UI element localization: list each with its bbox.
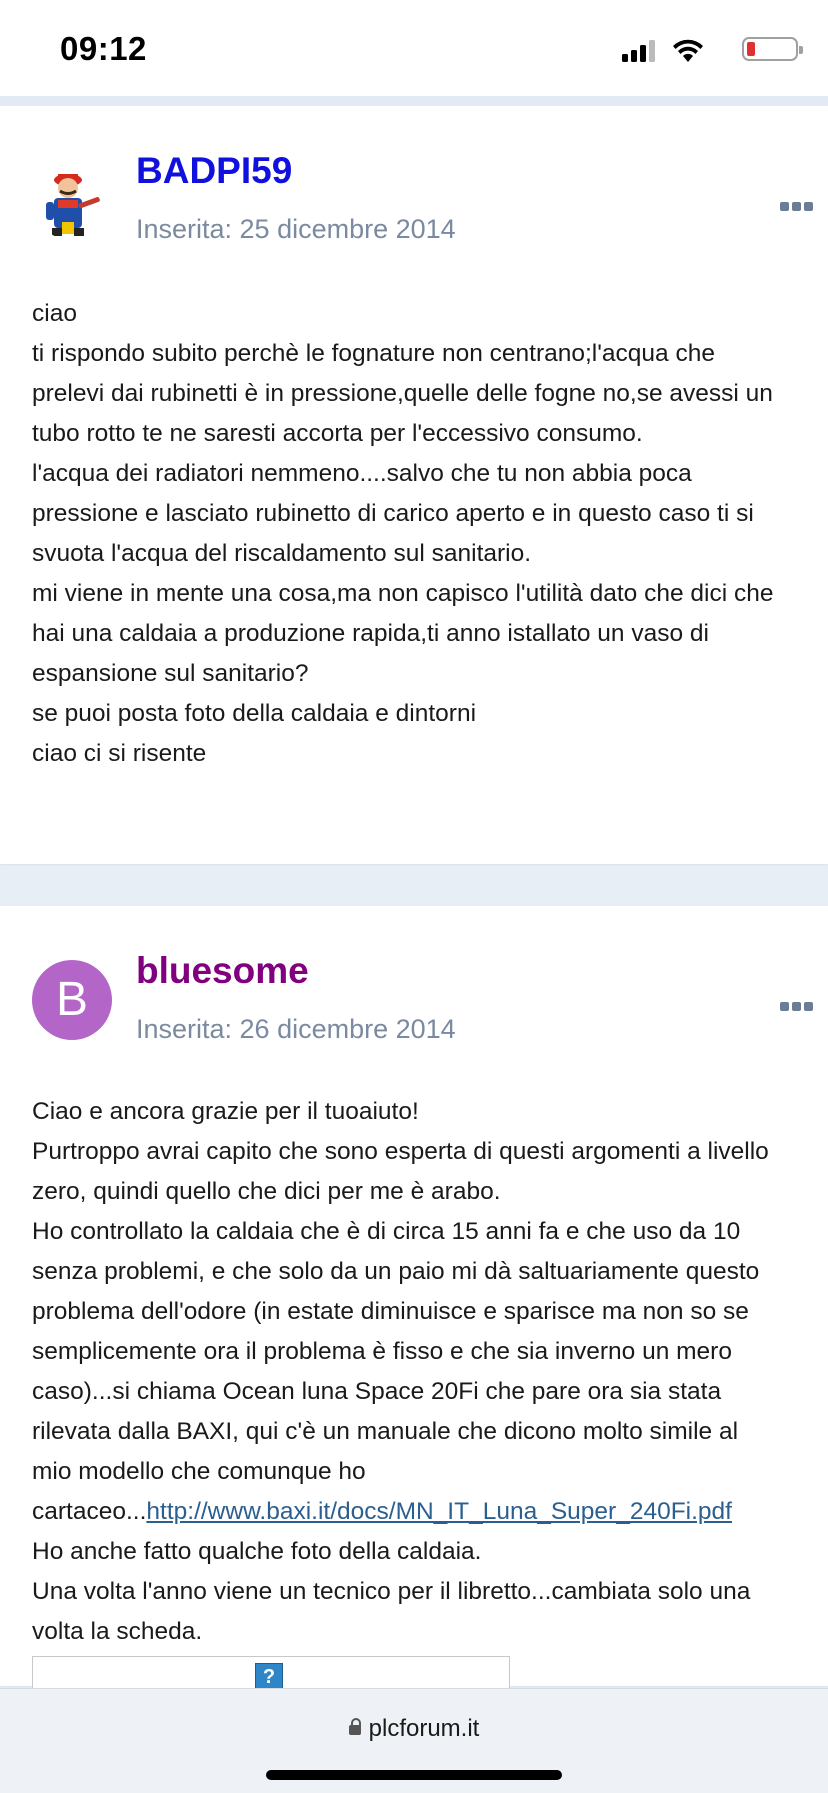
- post-line: rilevata dalla BAXI, qui c'è un manuale che dicono molto simile al: [32, 1418, 739, 1445]
- lock-icon: [349, 1725, 361, 1735]
- post-line: Una volta l'anno viene un tecnico per il libretto...cambiata solo una: [32, 1578, 751, 1605]
- post-line: caso)...si chiama Ocean luna Space 20Fi che pare ora sia stata: [32, 1378, 722, 1405]
- post-line: espansione sul sanitario?: [32, 660, 309, 687]
- battery-low-icon: [742, 37, 798, 61]
- url-display[interactable]: [0, 1715, 828, 1743]
- post-author[interactable]: BADPI59: [136, 150, 293, 191]
- post-line: mio modello che comunque ho: [32, 1458, 366, 1485]
- post-line: l'acqua dei radiatori nemmeno....salvo che tu non abbia poca: [32, 460, 692, 487]
- broken-image-icon: ?: [255, 1663, 283, 1691]
- cellular-signal-icon: [622, 38, 658, 62]
- post-line: se puoi posta foto della caldaia e dintorni: [32, 700, 477, 727]
- post-line: svuota l'acqua del riscaldamento sul sanitario.: [32, 540, 532, 567]
- post-line: problema dell'odore (in estate diminuisce e sparisce ma non so se: [32, 1298, 749, 1325]
- post-line: Ho controllato la caldaia che è di circa 15 anni fa e che uso da 10: [32, 1218, 741, 1245]
- url-text: plcforum.it: [368, 1715, 480, 1742]
- link-prefix: cartaceo...: [32, 1498, 147, 1525]
- post-line: hai una caldaia a produzione rapida,ti anno istallato un vaso di: [32, 620, 709, 647]
- post-line: Ho anche fatto qualche foto della caldaia.: [32, 1538, 482, 1565]
- post-author[interactable]: bluesome: [136, 950, 309, 991]
- wifi-icon: [670, 36, 706, 64]
- plumber-avatar-image: [32, 160, 112, 240]
- status-time: 09:12: [60, 30, 147, 67]
- post-content: [32, 1092, 828, 1652]
- avatar[interactable]: B: [32, 960, 112, 1040]
- status-icons: [598, 34, 798, 66]
- more-options-icon[interactable]: [780, 1002, 814, 1012]
- post-line: semplicemente ora il problema è fisso e che sia inverno un mero: [32, 1338, 732, 1365]
- post-line: pressione e lasciato rubinetto di carico aperto e in questo caso ti si: [32, 500, 754, 527]
- forum-post: [0, 106, 828, 864]
- post-line: prelevi dai rubinetti è in pressione,quelle delle fogne no,se avessi un: [32, 380, 773, 407]
- manual-pdf-link[interactable]: http://www.baxi.it/docs/MN_IT_Luna_Super_240Fi.pdf: [146, 1498, 732, 1525]
- post-content: [32, 294, 828, 774]
- post-line: volta la scheda.: [32, 1618, 203, 1645]
- post-line: ciao ci si risente: [32, 740, 207, 767]
- post-date: Inserita: 25 dicembre 2014: [136, 214, 456, 244]
- post-line: Ciao e ancora grazie per il tuoaiuto!: [32, 1098, 419, 1125]
- post-line: senza problemi, e che solo da un paio mi dà saltuariamente questo: [32, 1258, 760, 1285]
- status-bar: [0, 0, 828, 96]
- post-date: Inserita: 26 dicembre 2014: [136, 1014, 456, 1044]
- post-line: mi viene in mente una cosa,ma non capisco l'utilità dato che dici che: [32, 580, 774, 607]
- more-options-icon[interactable]: [780, 202, 814, 212]
- avatar[interactable]: [32, 160, 112, 240]
- post-line: tubo rotto te ne saresti accorta per l'eccessivo consumo.: [32, 420, 643, 447]
- page-top-strip: [0, 96, 828, 106]
- post-line: zero, quindi quello che dici per me è arabo.: [32, 1178, 501, 1205]
- post-line: Purtroppo avrai capito che sono esperta di questi argomenti a livello: [32, 1138, 769, 1165]
- post-line: ti rispondo subito perchè le fognature non centrano;l'acqua che: [32, 340, 715, 367]
- post-line-with-link: [32, 1492, 828, 1532]
- home-indicator[interactable]: [266, 1770, 562, 1780]
- post-line: ciao: [32, 300, 77, 327]
- forum-post: [0, 906, 828, 1686]
